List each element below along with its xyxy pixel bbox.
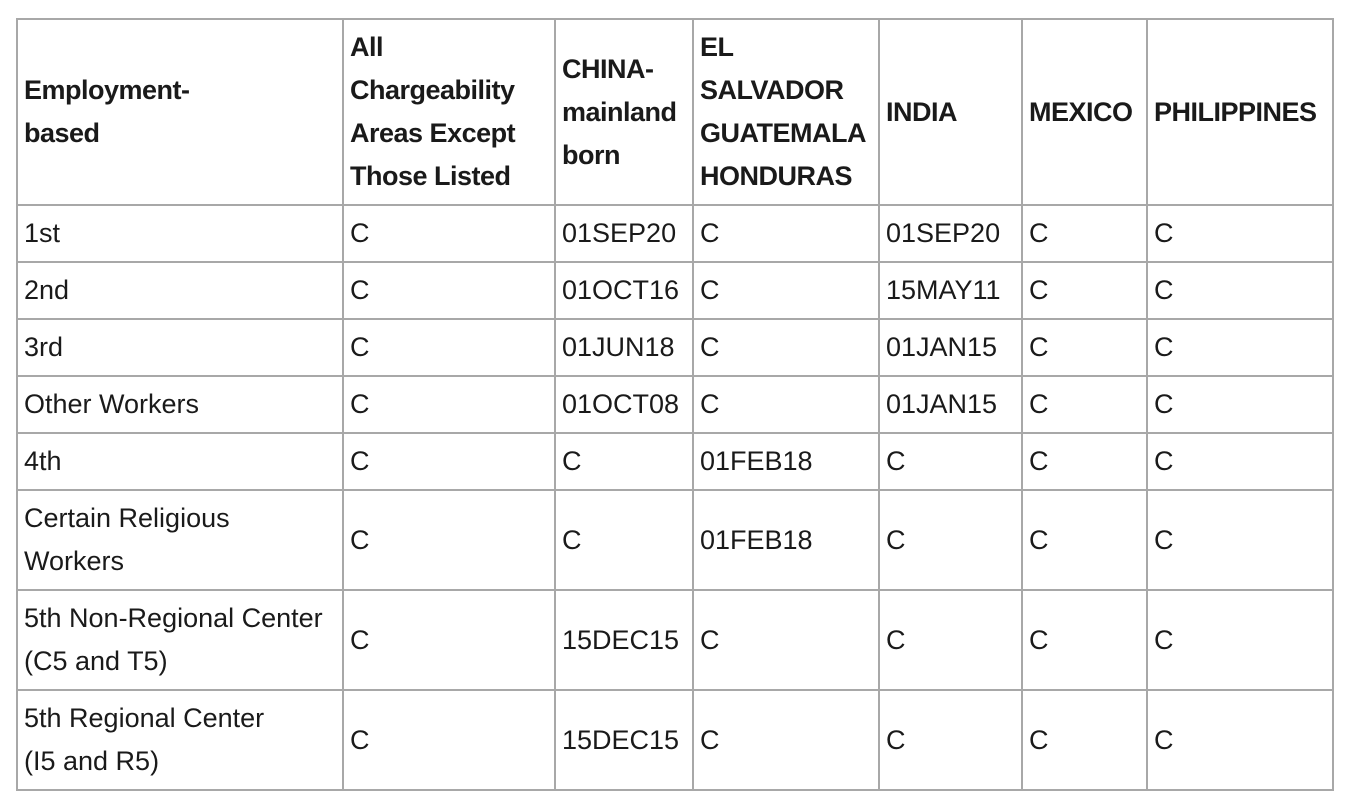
table-row: [17, 433, 1333, 490]
cell-china: 01SEP20: [555, 205, 693, 262]
header-all-chargeability: All Chargeability Areas Except Those Listed: [343, 19, 555, 205]
visa-bulletin-table-container: [16, 18, 1332, 791]
table-row: [17, 690, 1333, 790]
cell-all-chargeability: C: [343, 262, 555, 319]
header-mexico: MEXICO: [1022, 19, 1147, 205]
cell-el-salvador: C: [693, 319, 879, 376]
table-row: [17, 490, 1333, 590]
cell-philippines: C: [1147, 690, 1333, 790]
cell-all-chargeability: C: [343, 319, 555, 376]
cell-el-salvador: C: [693, 376, 879, 433]
cell-india: C: [879, 433, 1022, 490]
employment-based-dates-table: [16, 18, 1334, 791]
cell-mexico: C: [1022, 319, 1147, 376]
cell-philippines: C: [1147, 262, 1333, 319]
row-label: Other Workers: [17, 376, 343, 433]
cell-philippines: C: [1147, 590, 1333, 690]
cell-philippines: C: [1147, 433, 1333, 490]
table-row: [17, 319, 1333, 376]
cell-china: 01JUN18: [555, 319, 693, 376]
cell-india: 01SEP20: [879, 205, 1022, 262]
cell-china: 15DEC15: [555, 590, 693, 690]
cell-all-chargeability: C: [343, 690, 555, 790]
cell-philippines: C: [1147, 205, 1333, 262]
cell-el-salvador: C: [693, 205, 879, 262]
cell-mexico: C: [1022, 433, 1147, 490]
cell-philippines: C: [1147, 376, 1333, 433]
cell-mexico: C: [1022, 590, 1147, 690]
cell-mexico: C: [1022, 690, 1147, 790]
header-el-salvador-guatemala-honduras: EL SALVADOR GUATEMALA HONDURAS: [693, 19, 879, 205]
table-row: [17, 262, 1333, 319]
cell-mexico: C: [1022, 490, 1147, 590]
row-label: 3rd: [17, 319, 343, 376]
header-india: INDIA: [879, 19, 1022, 205]
cell-all-chargeability: C: [343, 205, 555, 262]
cell-all-chargeability: C: [343, 433, 555, 490]
cell-all-chargeability: C: [343, 490, 555, 590]
header-china: CHINA-mainland born: [555, 19, 693, 205]
table-header-row: [17, 19, 1333, 205]
cell-india: 01JAN15: [879, 319, 1022, 376]
cell-india: C: [879, 490, 1022, 590]
cell-india: 15MAY11: [879, 262, 1022, 319]
cell-china: 01OCT16: [555, 262, 693, 319]
cell-china: C: [555, 433, 693, 490]
cell-mexico: C: [1022, 205, 1147, 262]
table-row: [17, 590, 1333, 690]
cell-india: C: [879, 590, 1022, 690]
cell-philippines: C: [1147, 490, 1333, 590]
cell-china: 15DEC15: [555, 690, 693, 790]
header-employment-based: Employment-based: [17, 19, 343, 205]
cell-all-chargeability: C: [343, 376, 555, 433]
cell-el-salvador: 01FEB18: [693, 490, 879, 590]
row-label: 5th Regional Center (I5 and R5): [17, 690, 343, 790]
cell-india: 01JAN15: [879, 376, 1022, 433]
cell-china: C: [555, 490, 693, 590]
cell-mexico: C: [1022, 262, 1147, 319]
cell-all-chargeability: C: [343, 590, 555, 690]
row-label: 1st: [17, 205, 343, 262]
row-label: Certain Religious Workers: [17, 490, 343, 590]
cell-india: C: [879, 690, 1022, 790]
header-philippines: PHILIPPINES: [1147, 19, 1333, 205]
cell-el-salvador: 01FEB18: [693, 433, 879, 490]
table-row: [17, 376, 1333, 433]
cell-el-salvador: C: [693, 690, 879, 790]
cell-philippines: C: [1147, 319, 1333, 376]
cell-mexico: C: [1022, 376, 1147, 433]
table-row: [17, 205, 1333, 262]
row-label: 2nd: [17, 262, 343, 319]
cell-el-salvador: C: [693, 262, 879, 319]
cell-el-salvador: C: [693, 590, 879, 690]
cell-china: 01OCT08: [555, 376, 693, 433]
row-label: 5th Non-Regional Center (C5 and T5): [17, 590, 343, 690]
row-label: 4th: [17, 433, 343, 490]
